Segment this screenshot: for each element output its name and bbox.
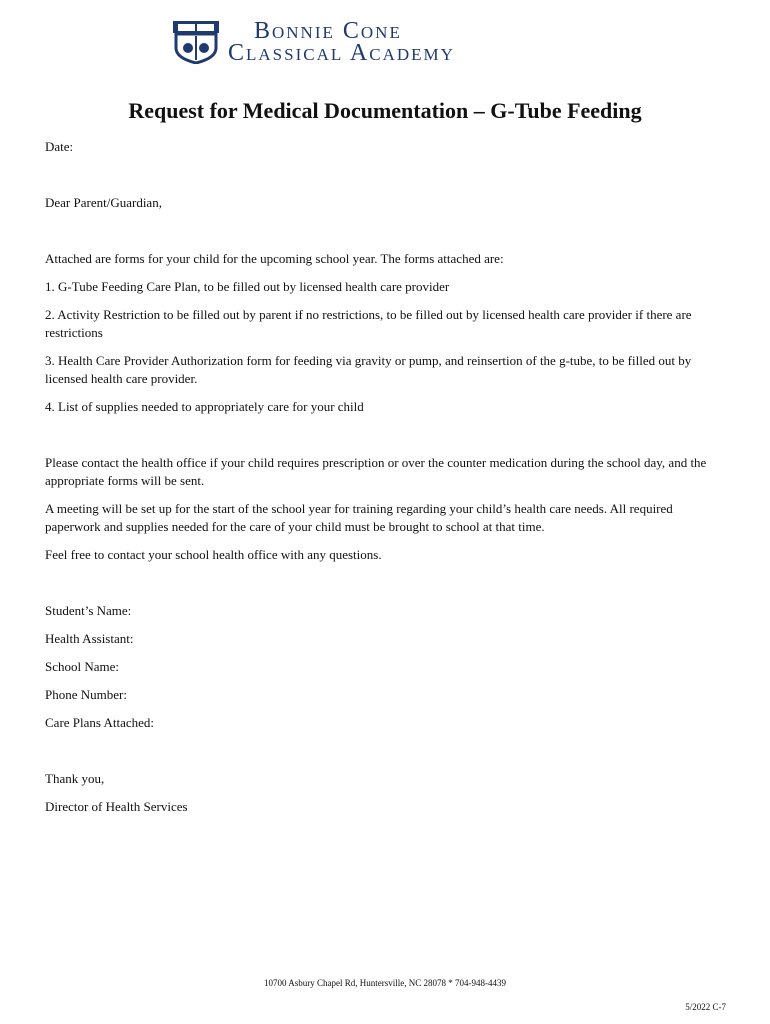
signature: Director of Health Services xyxy=(45,799,188,814)
salutation: Dear Parent/Guardian, xyxy=(45,195,162,210)
contact-paragraph: Feel free to contact your school health office with any questions. xyxy=(45,547,382,562)
school-name xyxy=(228,20,455,64)
field-label: Phone Number: xyxy=(45,687,127,702)
document-title: Request for Medical Documentation – G-Tube Feeding xyxy=(128,98,642,123)
list-item: 1. G-Tube Feeding Care Plan, to be filled out by licensed health care provider xyxy=(45,279,450,294)
intro-paragraph: Attached are forms for your child for the upcoming school year. The forms attached are: xyxy=(45,251,504,266)
school-name-line2: Classical Academy xyxy=(228,40,455,66)
list-item: 4. List of supplies needed to appropriately care for your child xyxy=(45,399,364,414)
letterhead xyxy=(0,16,770,66)
closing: Thank you, xyxy=(45,771,105,786)
footer-address: 10700 Asbury Chapel Rd, Huntersville, NC 28078 * 704-948-4439 xyxy=(264,978,506,988)
field-label: School Name: xyxy=(45,659,120,674)
school-name-line1: Bonnie Cone xyxy=(254,18,402,44)
field-label: Health Assistant: xyxy=(45,631,134,646)
medication-paragraph: Please contact the health office if your child requires prescription or over the counter medication during the school day, and the appropriate forms will be sent. xyxy=(45,455,707,488)
letter-body xyxy=(45,138,725,816)
form-code: 5/2022 C-7 xyxy=(685,1002,726,1012)
list-item: 3. Health Care Provider Authorization form for feeding via gravity or pump, and reinsertion of the g-tube, to be filled out by licensed health care provider. xyxy=(45,353,692,386)
list-item: 2. Activity Restriction to be filled out by parent if no restrictions, to be filled out by licensed health care provider if there are restrictions xyxy=(45,307,692,340)
shield-book-logo-icon xyxy=(172,20,220,64)
field-label: Care Plans Attached: xyxy=(45,715,155,730)
date-label: Date: xyxy=(45,139,74,154)
meeting-paragraph: A meeting will be set up for the start of the school year for training regarding your child’s health care needs. All required paperwork and supplies needed for the care of your child must be brought to school at that time. xyxy=(45,501,673,534)
field-label: Student’s Name: xyxy=(45,603,132,618)
